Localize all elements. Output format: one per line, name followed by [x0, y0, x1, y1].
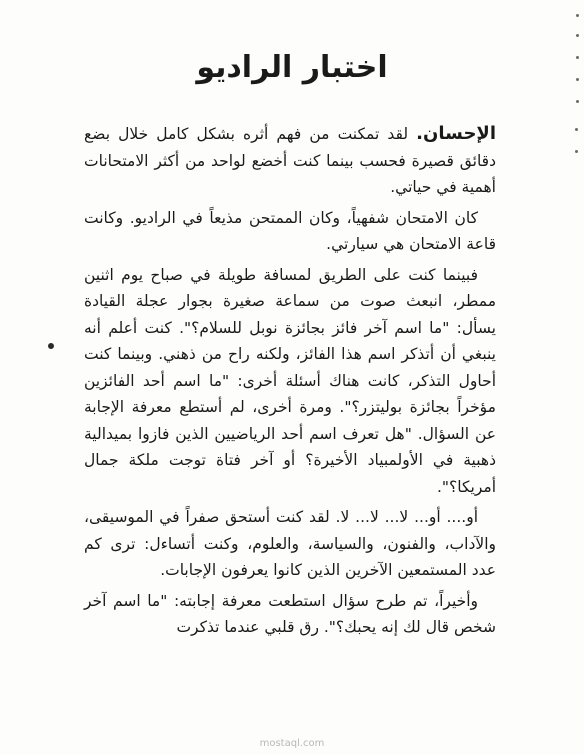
- paragraph-lead-word: الإحسان.: [416, 123, 496, 144]
- paragraph: أو.... أو... لا... لا... لا. لقد كنت أستحق صفراً في الموسيقى، والآداب، والفنون، والسياسة، والعلوم، وكنت أتساءل: ترى كم عدد المستمعين الآخرين الذين كانوا يعرفون الإجابات.: [84, 508, 496, 579]
- paragraph-text: لقد تمكنت من فهم أثره بشكل كامل خلال بضع دقائق قصيرة فحسب بينما كنت أخضع لواحد من أكثر الامتحانات أهمية في حياتي.: [84, 125, 496, 196]
- margin-bullet: [48, 343, 54, 349]
- body-text: [84, 121, 496, 645]
- page-title: اختبار الراديو: [196, 50, 388, 86]
- edge-mark: [576, 34, 579, 37]
- paragraph: وأخيراً، تم طرح سؤال استطعت معرفة إجابته: "ما اسم آخر شخص قال لك إنه يحبك؟". رق قلبي عندما تذكرت: [84, 591, 496, 636]
- edge-mark: [576, 14, 579, 17]
- paragraph: كان الامتحان شفهياً، وكان الممتحن مذيعاً في الراديو. وكانت قاعة الامتحان هي سيارتي.: [84, 208, 496, 253]
- edge-mark: [576, 100, 579, 103]
- page-edge-marks: [566, 0, 584, 755]
- watermark: mostaql.com: [259, 738, 325, 749]
- edge-mark: [575, 128, 578, 131]
- edge-mark: [575, 150, 578, 153]
- paragraph: [84, 121, 496, 201]
- paragraph: فبينما كنت على الطريق لمسافة طويلة في صباح يوم اثنين ممطر، انبعث صوت من سماعة صغيرة بجوار عجلة القيادة يسأل: "ما اسم آخر فائز بجائزة نوبل للسلام؟". كنت أعلم أنه ينبغي أن أتذكر اسم هذا الفائز، ولكنه راح من ذهني. وبينما كنت أحاول التذكر، كانت هناك أسئلة أخرى: "ما اسم أحد الفائزين مؤخراً بجائزة بوليتزر؟". ومرة أخرى، لم أستطع معرفة الإجابة عن السؤال. "هل تعرف اسم أحد الرياضيين الذين فازوا بميدالية ذهبية في الأولمبياد الأخيرة؟ أو آخر فتاة توجت ملكة جمال أمريكا؟".: [84, 265, 496, 496]
